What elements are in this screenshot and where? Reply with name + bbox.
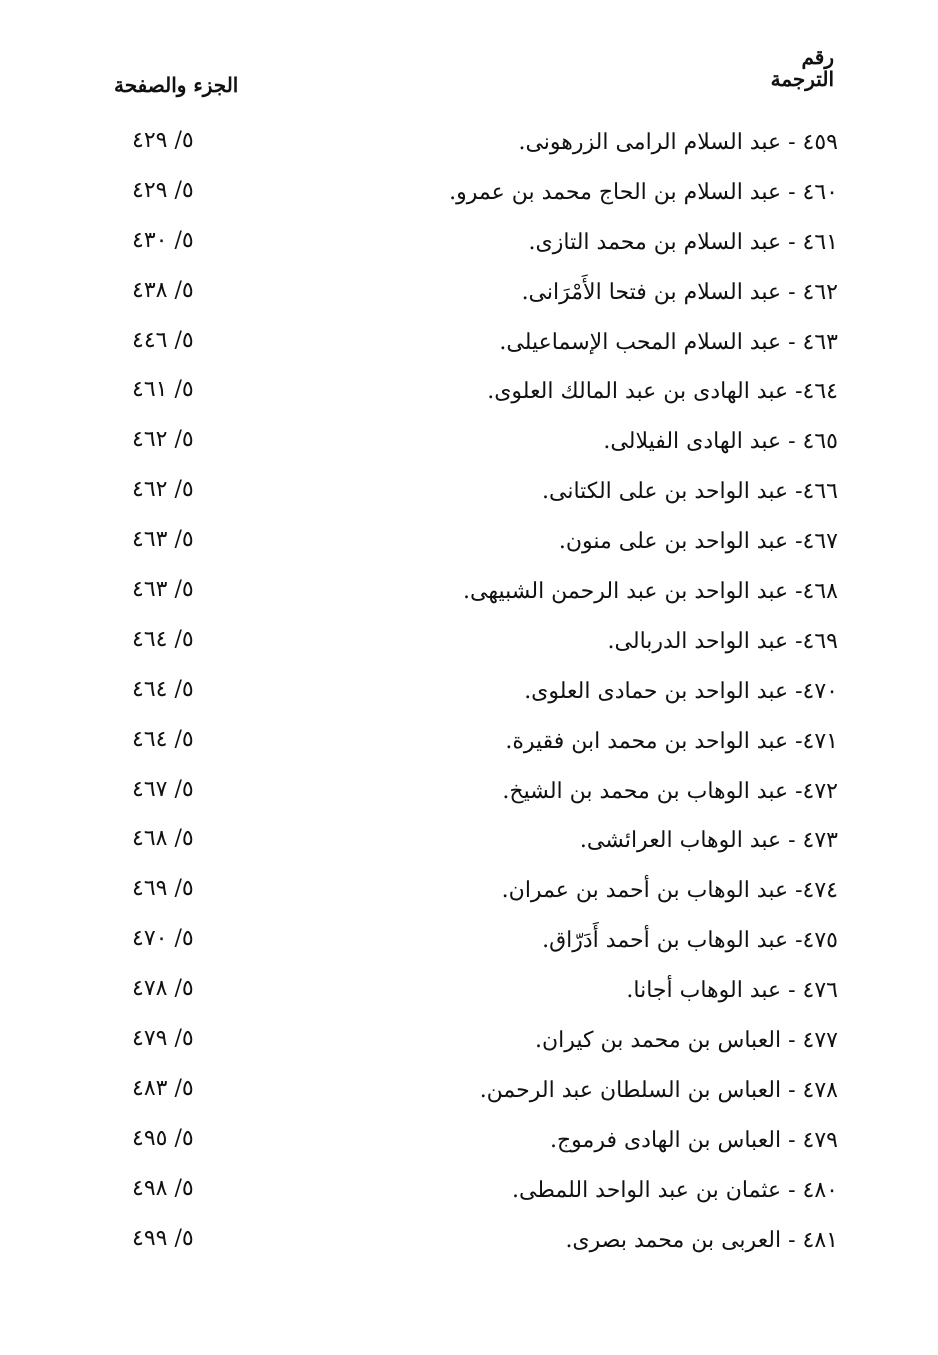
volume-page-ref: ٥/ ٤٦٤ xyxy=(132,676,194,702)
entry-title: ٤٦٤- عبد الهادى بن عبد المالك العلوى. xyxy=(487,379,838,405)
volume-page-ref: ٥/ ٤٦٢ xyxy=(132,477,194,503)
entry-title: ٤٧٧ - العباس بن محمد بن كيران. xyxy=(535,1028,838,1054)
column-header-entry-number xyxy=(694,46,834,90)
entry-title: ٤٦٩- عبد الواحد الدربالى. xyxy=(607,628,838,654)
table-row xyxy=(0,818,938,868)
table-row xyxy=(0,1018,938,1068)
column-header-volume-page: الجزء والصفحة xyxy=(114,73,239,97)
volume-page-ref: ٥/ ٤٦٧ xyxy=(132,776,194,802)
volume-page-ref: ٥/ ٤٢٩ xyxy=(132,177,194,203)
volume-page-ref: ٥/ ٤٦٢ xyxy=(132,427,194,453)
volume-page-ref: ٥/ ٤٦١ xyxy=(132,377,194,403)
table-row xyxy=(0,669,938,719)
table-row xyxy=(0,569,938,619)
volume-page-ref: ٥/ ٤٦٨ xyxy=(132,826,194,852)
entry-title: ٤٦٧- عبد الواحد بن على منون. xyxy=(558,529,838,555)
volume-page-ref: ٥/ ٤٧٠ xyxy=(132,926,194,952)
entry-title: ٤٥٩ - عبد السلام الرامى الزرهونى. xyxy=(518,130,838,155)
volume-page-ref: ٥/ ٤٤٦ xyxy=(132,327,194,353)
table-row xyxy=(0,469,938,519)
volume-page-ref: ٥/ ٤٣٨ xyxy=(132,277,194,303)
entry-title: ٤٦٥ - عبد الهادى الفيلالى. xyxy=(603,429,838,455)
volume-page-ref: ٥/ ٤٦٤ xyxy=(132,726,194,752)
table-row xyxy=(0,1118,938,1168)
entry-title: ٤٧١- عبد الواحد بن محمد ابن فقيرة. xyxy=(505,728,838,754)
volume-page-ref: ٥/ ٤٦٤ xyxy=(132,626,194,652)
entry-title: ٤٧٢- عبد الوهاب بن محمد بن الشيخ. xyxy=(502,778,838,804)
entry-title: ٤٨١ - العربى بن محمد بصرى. xyxy=(565,1227,838,1253)
table-row xyxy=(0,270,938,320)
table-row xyxy=(0,968,938,1018)
table-row xyxy=(0,320,938,370)
entry-title: ٤٧٥- عبد الوهاب بن أحمد أَدَرّاق. xyxy=(542,928,838,954)
entry-title: ٤٦٦- عبد الواحد بن على الكتانى. xyxy=(542,479,838,505)
index-table xyxy=(0,120,938,1267)
entry-title: ٤٦٨- عبد الواحد بن عبد الرحمن الشبيهى. xyxy=(463,579,838,605)
volume-page-ref: ٥/ ٤٨٣ xyxy=(132,1075,194,1101)
table-row xyxy=(0,220,938,270)
table-row xyxy=(0,1168,938,1218)
entry-title: ٤٧٩ - العباس بن الهادى فرموج. xyxy=(549,1127,838,1153)
table-row xyxy=(0,519,938,569)
volume-page-ref: ٥/ ٤٦٣ xyxy=(132,527,194,553)
table-row xyxy=(0,619,938,669)
table-row xyxy=(0,419,938,469)
table-row xyxy=(0,868,938,918)
entry-title: ٤٦٣ - عبد السلام المحب الإسماعيلى. xyxy=(499,329,838,355)
entry-title: ٤٦١ - عبد السلام بن محمد التازى. xyxy=(528,229,838,255)
entry-title: ٤٨٠ - عثمان بن عبد الواحد اللمطى. xyxy=(511,1177,838,1203)
entry-title: ٤٦٢ - عبد السلام بن فتحا الأَمْرَانى. xyxy=(521,279,838,305)
column-header-entry-number-line1: رقم xyxy=(801,45,834,69)
volume-page-ref: ٥/ ٤٩٨ xyxy=(132,1175,194,1201)
column-header-entry-number-line2: الترجمة xyxy=(770,67,834,91)
entry-title: ٤٧٠- عبد الواحد بن حمادى العلوى. xyxy=(524,678,838,704)
volume-page-ref: ٥/ ٤٩٥ xyxy=(132,1125,194,1151)
table-row xyxy=(0,719,938,769)
volume-page-ref: ٥/ ٤٣٠ xyxy=(132,227,194,253)
volume-page-ref: ٥/ ٤٦٣ xyxy=(132,577,194,603)
entry-title: ٤٧٨ - العباس بن السلطان عبد الرحمن. xyxy=(479,1077,838,1103)
table-row xyxy=(0,769,938,819)
table-row xyxy=(0,1068,938,1118)
volume-page-ref: ٥/ ٤٧٨ xyxy=(132,976,194,1002)
table-row xyxy=(0,369,938,419)
entry-title: ٤٧٦ - عبد الوهاب أجانا. xyxy=(626,978,838,1004)
volume-page-ref: ٥/ ٤٦٩ xyxy=(132,876,194,902)
table-row xyxy=(0,170,938,220)
volume-page-ref: ٥/ ٤٩٩ xyxy=(132,1225,194,1251)
entry-title: ٤٧٤- عبد الوهاب بن أحمد بن عمران. xyxy=(501,878,838,904)
entry-title: ٤٦٠ - عبد السلام بن الحاج محمد بن عمرو. xyxy=(449,179,838,205)
table-row xyxy=(0,918,938,968)
volume-page-ref: ٥/ ٤٢٩ xyxy=(132,128,194,153)
entry-title: ٤٧٣ - عبد الوهاب العرائشى. xyxy=(579,828,838,854)
table-row xyxy=(0,120,938,170)
volume-page-ref: ٥/ ٤٧٩ xyxy=(132,1026,194,1052)
table-row xyxy=(0,1218,938,1268)
